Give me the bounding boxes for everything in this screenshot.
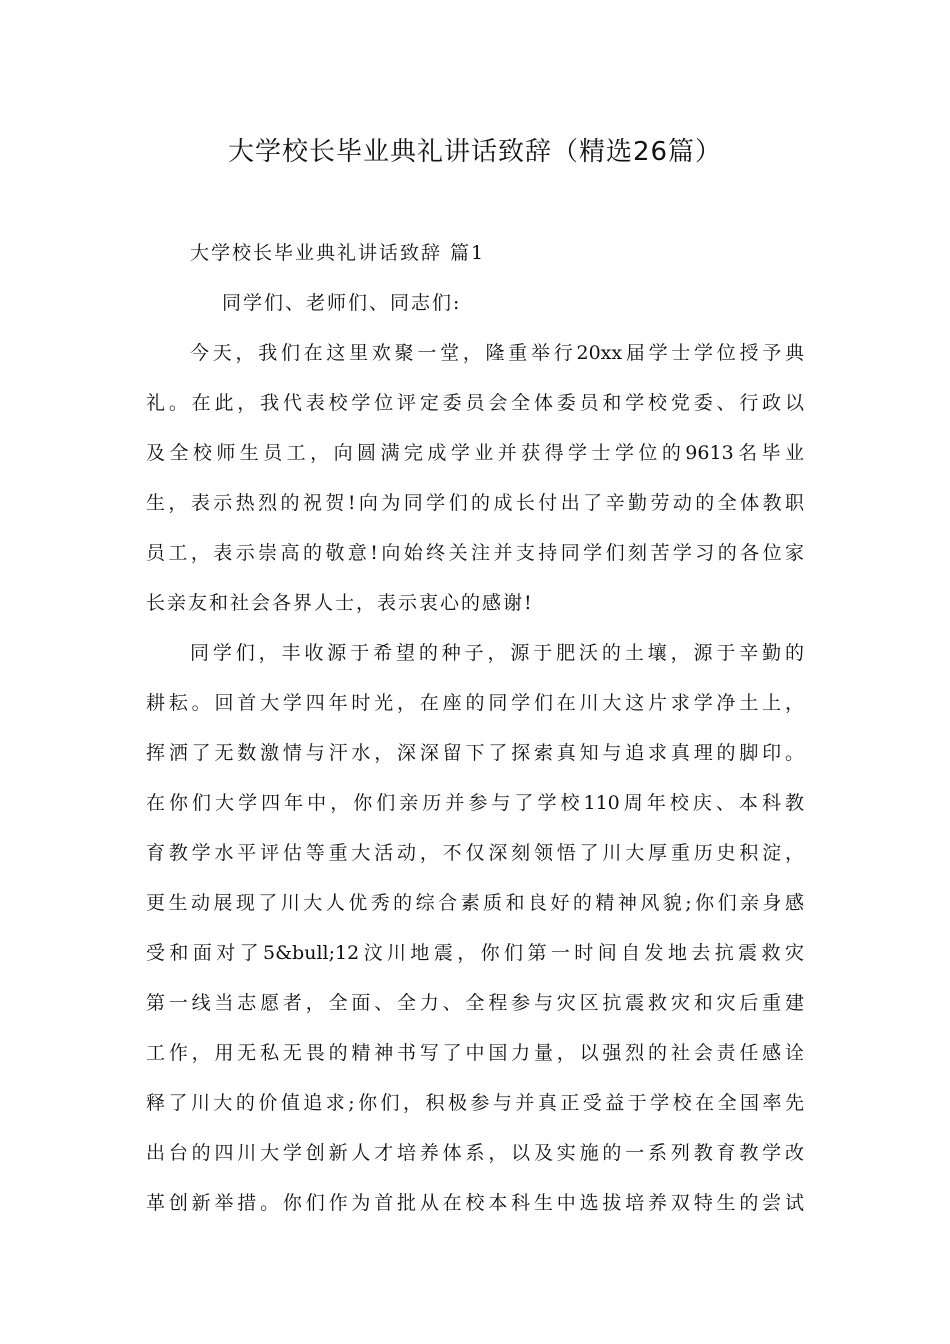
paragraph-line: 今天，我们在这里欢聚一堂，隆重举行20xx届学士学位授予典 (190, 342, 804, 364)
document-title: 大学校长毕业典礼讲话致辞（精选26篇） (227, 137, 723, 167)
paragraph-line: 长亲友和社会各界人士，表示衷心的感谢! (146, 592, 534, 614)
paragraph-line: 员工，表示崇高的敬意!向始终关注并支持同学们刻苦学习的各位家 (146, 542, 804, 564)
paragraph-line: 更生动展现了川大人优秀的综合素质和良好的精神风貌;你们亲身感 (146, 892, 804, 914)
paragraph-line: 同学们，丰收源于希望的种子，源于肥沃的土壤，源于辛勤的 (190, 642, 804, 664)
paragraph-line: 革创新举措。你们作为首批从在校本科生中选拔培养双特生的尝试 (146, 1192, 804, 1214)
paragraph-line: 第一线当志愿者，全面、全力、全程参与灾区抗震救灾和灾后重建 (146, 992, 804, 1014)
paragraph-line: 挥洒了无数激情与汗水，深深留下了探索真知与追求真理的脚印。 (146, 742, 804, 764)
paragraph-line: 工作，用无私无畏的精神书写了中国力量，以强烈的社会责任感诠 (146, 1042, 804, 1064)
paragraph-line: 释了川大的价值追求;你们，积极参与并真正受益于学校在全国率先 (146, 1092, 804, 1114)
paragraph-line: 礼。在此，我代表校学位评定委员会全体委员和学校党委、行政以 (146, 392, 804, 414)
paragraph-line: 及全校师生员工，向圆满完成学业并获得学士学位的9613名毕业 (146, 442, 804, 464)
paragraph-line: 耕耘。回首大学四年时光，在座的同学们在川大这片求学净土上， (146, 692, 804, 714)
paragraph-line: 育教学水平评估等重大活动，不仅深刻领悟了川大厚重历史积淀， (146, 842, 804, 864)
paragraph-line: 在你们大学四年中，你们亲历并参与了学校110周年校庆、本科教 (146, 792, 804, 814)
section-heading: 大学校长毕业典礼讲话致辞 篇1 (190, 242, 486, 264)
paragraph-line: 受和面对了5&bull;12汶川地震，你们第一时间自发地去抗震救灾 (146, 942, 804, 964)
salutation: 同学们、老师们、同志们: (222, 292, 462, 314)
paragraph-line: 出台的四川大学创新人才培养体系，以及实施的一系列教育教学改 (146, 1142, 804, 1164)
paragraph-line: 生，表示热烈的祝贺!向为同学们的成长付出了辛勤劳动的全体教职 (146, 492, 804, 514)
